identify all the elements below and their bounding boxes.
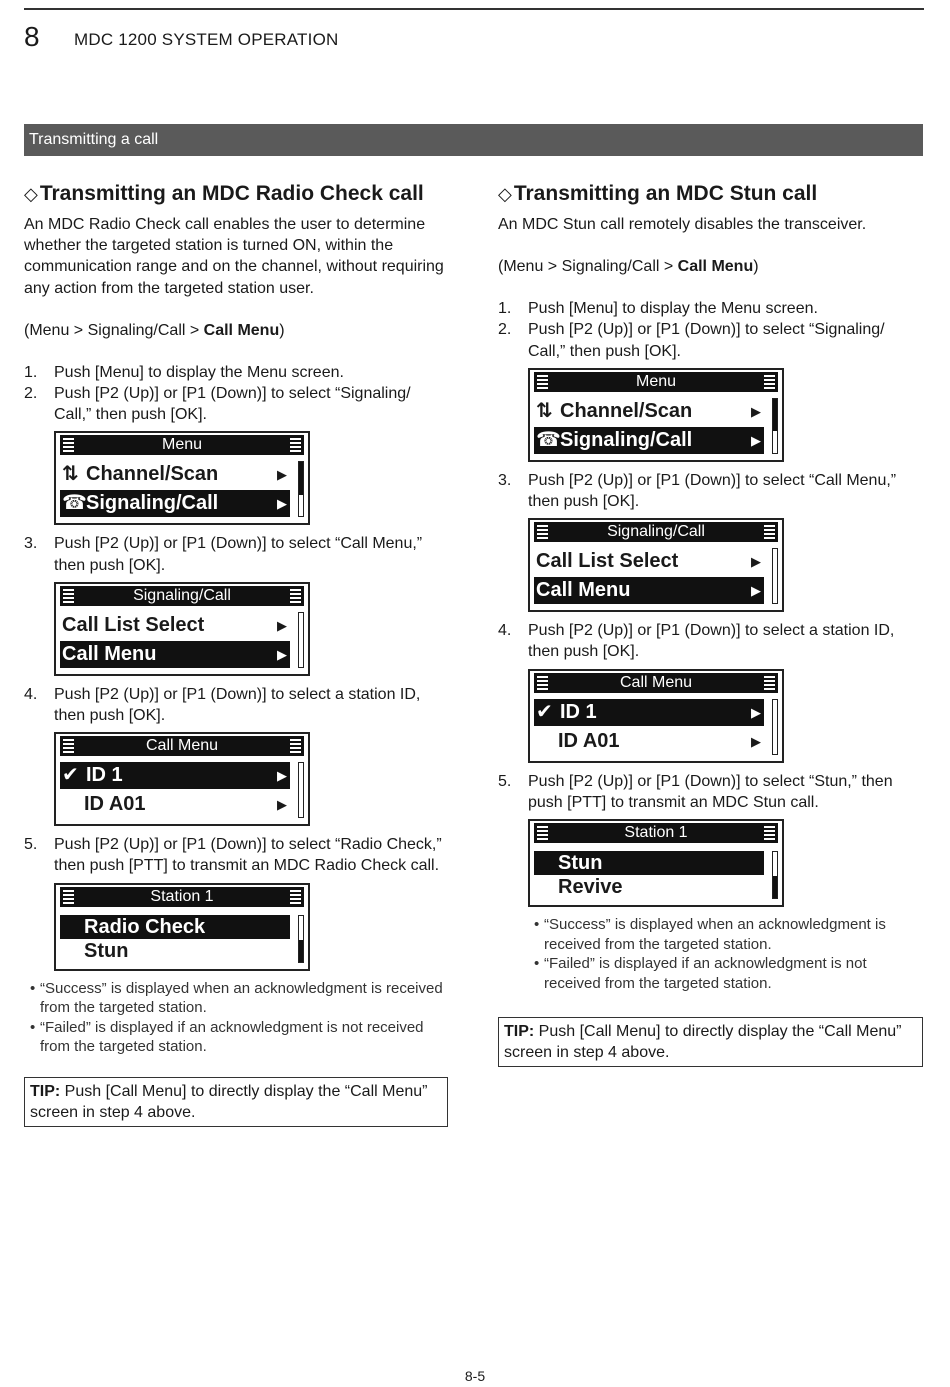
lcd-row: Stun — [84, 939, 129, 962]
arrow-right-icon: ▶ — [751, 554, 761, 570]
left-heading — [24, 180, 449, 208]
lcd-row: ⇅ Channel/Scan ▶ — [534, 398, 764, 425]
right-step-2: 2. Push [P2 (Up)] or [P1 (Down)] to select “Signaling/ Call,” then push [OK]. — [498, 321, 885, 360]
arrow-right-icon: ▶ — [751, 583, 761, 599]
list-icon — [290, 739, 301, 753]
page-number: 8-5 — [464, 1368, 486, 1384]
right-heading — [498, 180, 923, 208]
list-icon — [537, 676, 548, 690]
list-icon — [764, 676, 775, 690]
list-icon — [63, 890, 74, 904]
scrollbar — [298, 461, 304, 517]
phone-icon: ☎ — [62, 492, 87, 515]
right-column — [498, 180, 923, 1067]
left-screen-menu: Menu ⇅ Channel/Scan ▶ ☎Signaling/Call ▶ — [54, 431, 310, 525]
arrow-right-icon: ▶ — [751, 733, 761, 749]
left-screen-station: Station 1 Radio Check Stun — [54, 883, 310, 971]
list-icon — [63, 438, 74, 452]
left-heading-text: Transmitting an MDC Radio Check call — [39, 182, 424, 205]
right-screen-signaling: Signaling/Call Call List Select ▶ Call Menu ▶ — [528, 518, 784, 612]
lcd-row-selected: ✔ ID 1 ▶ — [60, 762, 290, 789]
lcd-row-selected: ✔ ID 1 ▶ — [534, 699, 764, 726]
arrow-right-icon: ▶ — [277, 646, 287, 662]
lcd-row: ⇅ Channel/Scan ▶ — [60, 461, 290, 488]
list-icon — [764, 375, 775, 389]
left-screen-callmenu: Call Menu ✔ ID 1 ▶ ID A01 ▶ — [54, 732, 310, 826]
list-icon — [290, 438, 301, 452]
lcd-row: Revive — [558, 876, 623, 899]
arrow-right-icon: ▶ — [751, 403, 761, 419]
arrow-right-icon: ▶ — [277, 617, 287, 633]
check-icon: ✔ — [536, 700, 553, 723]
lcd-row: ID A01 ▶ — [534, 728, 764, 755]
list-icon — [63, 739, 74, 753]
left-intro: An MDC Radio Check call enables the user to determine whether the targeted station is turned ON, within the communication range and on the channel, without requiring any action from the targeted station user. — [24, 216, 444, 297]
right-screen-station: Station 1 Stun Revive — [528, 819, 784, 907]
list-icon — [537, 375, 548, 389]
right-tip-box: TIP: Push [Call Menu] to directly display the “Call Menu” screen in step 4 above. — [498, 1017, 923, 1067]
left-step-5: 5. Push [P2 (Up)] or [P1 (Down)] to select “Radio Check,” then push [PTT] to transmit an MDC Radio Check call. — [24, 836, 442, 875]
diamond-icon: ◇ — [498, 184, 512, 204]
left-step-3: 3. Push [P2 (Up)] or [P1 (Down)] to select “Call Menu,” then push [OK]. — [24, 535, 423, 574]
lcd-row-selected: ☎Signaling/Call ▶ — [534, 427, 764, 454]
left-menu-path: (Menu > Signaling/Call > Call Menu) — [24, 321, 285, 339]
scrollbar — [298, 612, 304, 668]
scrollbar — [298, 915, 304, 963]
top-rule — [24, 8, 924, 10]
lcd-row-selected: ☎Signaling/Call ▶ — [60, 490, 290, 517]
arrow-right-icon: ▶ — [277, 467, 287, 483]
right-screen-menu: Menu ⇅ Channel/Scan ▶ ☎Signaling/Call ▶ — [528, 368, 784, 462]
right-menu-path: (Menu > Signaling/Call > Call Menu) — [498, 258, 759, 276]
right-heading-text: Transmitting an MDC Stun call — [513, 182, 818, 205]
lcd-row-selected: Stun — [534, 851, 764, 875]
right-step-4: 4. Push [P2 (Up)] or [P1 (Down)] to select a station ID, then push [OK]. — [498, 622, 895, 661]
left-step-1: 1. Push [Menu] to display the Menu screen. — [24, 363, 344, 381]
right-step-5: 5. Push [P2 (Up)] or [P1 (Down)] to select “Stun,” then push [PTT] to transmit an MDC Stun call. — [498, 772, 893, 811]
right-bullet-2: • “Failed” is displayed if an acknowledgment is not received from the targeted station. — [534, 955, 867, 992]
lcd-row: Call List Select ▶ — [534, 548, 764, 575]
right-intro: An MDC Stun call remotely disables the transceiver. — [498, 216, 867, 233]
list-icon — [537, 826, 548, 840]
chapter-title: MDC 1200 SYSTEM OPERATION — [74, 30, 339, 49]
scrollbar — [772, 548, 778, 604]
scrollbar — [772, 851, 778, 899]
arrow-right-icon: ▶ — [277, 768, 287, 784]
left-step-2: 2. Push [P2 (Up)] or [P1 (Down)] to select “Signaling/ Call,” then push [OK]. — [24, 385, 411, 424]
chapter-number: 8 — [24, 21, 40, 52]
left-step-4: 4. Push [P2 (Up)] or [P1 (Down)] to select a station ID, then push [OK]. — [24, 685, 421, 725]
left-screen-signaling: Signaling/Call Call List Select ▶ Call Menu ▶ — [54, 582, 310, 676]
phone-icon: ☎ — [536, 428, 561, 451]
arrow-right-icon: ▶ — [277, 797, 287, 813]
left-bullet-1: • “Success” is displayed when an acknowledgment is received from the targeted station. — [30, 979, 443, 1017]
scrollbar — [772, 699, 778, 755]
list-icon — [290, 589, 301, 603]
lcd-row-selected: Radio Check — [60, 915, 290, 939]
left-bullet-2: • “Failed” is displayed if an acknowledgment is not received from the targeted station. — [30, 1018, 424, 1056]
left-tip-box: TIP: Push [Call Menu] to directly display the “Call Menu” screen in step 4 above. — [24, 1077, 448, 1127]
list-icon — [63, 589, 74, 603]
right-screen-callmenu: Call Menu ✔ ID 1 ▶ ID A01 ▶ — [528, 669, 784, 763]
right-step-3: 3. Push [P2 (Up)] or [P1 (Down)] to select “Call Menu,” then push [OK]. — [498, 471, 897, 511]
list-icon — [290, 890, 301, 904]
lcd-row: Call List Select ▶ — [60, 612, 290, 639]
updown-icon: ⇅ — [62, 463, 79, 486]
check-icon: ✔ — [62, 764, 79, 787]
lcd-row-selected: Call Menu ▶ — [60, 641, 290, 668]
list-icon — [537, 525, 548, 539]
right-bullet-1: • “Success” is displayed when an acknowledgment is received from the targeted station. — [534, 916, 886, 953]
lcd-row: ID A01 ▶ — [60, 791, 290, 818]
right-step-1: 1. Push [Menu] to display the Menu screen. — [498, 300, 818, 318]
arrow-right-icon: ▶ — [751, 704, 761, 720]
scrollbar — [772, 398, 778, 454]
arrow-right-icon: ▶ — [277, 496, 287, 512]
list-icon — [764, 826, 775, 840]
diamond-icon: ◇ — [24, 184, 38, 204]
section-bar: Transmitting a call — [24, 124, 923, 156]
left-column — [24, 180, 449, 1127]
updown-icon: ⇅ — [536, 399, 553, 422]
list-icon — [764, 525, 775, 539]
scrollbar — [298, 762, 304, 818]
lcd-row-selected: Call Menu ▶ — [534, 577, 764, 604]
arrow-right-icon: ▶ — [751, 432, 761, 448]
